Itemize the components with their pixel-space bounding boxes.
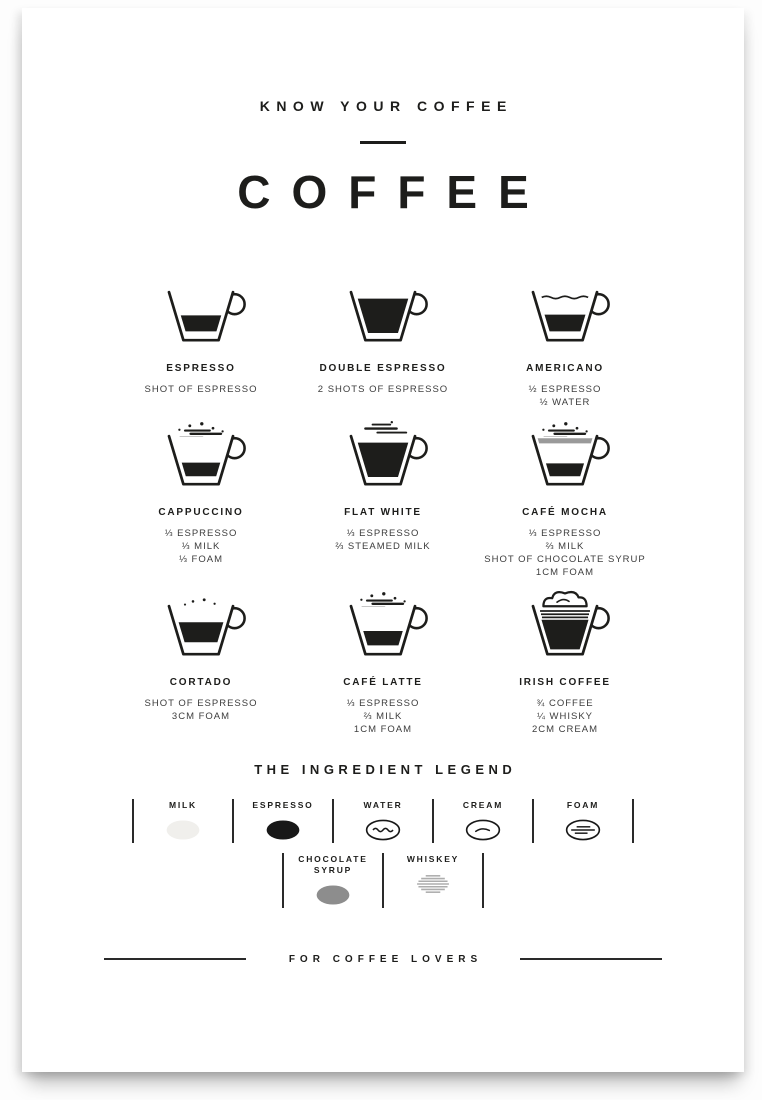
- recipe-line: ¼ WHISKY: [536, 710, 594, 722]
- legend-item-label: CHOCOLATE SYRUP: [298, 853, 368, 875]
- recipe-line: ⅔ MILK: [545, 540, 585, 552]
- recipe-line: 2 SHOTS OF ESPRESSO: [317, 383, 449, 395]
- cream-swatch-icon: [463, 811, 503, 843]
- coffee-item-name: CORTADO: [169, 676, 233, 688]
- recipe-line: 3CM FOAM: [171, 710, 231, 722]
- poster-title: COFFEE: [237, 165, 550, 218]
- flat-white-cup-icon: [335, 417, 431, 494]
- legend-row-secondary: [282, 853, 484, 908]
- legend-item-espresso: [234, 799, 332, 843]
- recipe-line: 1CM FOAM: [353, 723, 413, 735]
- coffee-item-name: AMERICANO: [526, 362, 604, 374]
- coffee-item-espresso: [110, 273, 292, 396]
- coffee-item-recipe: [335, 527, 430, 553]
- coffee-item-americano: [474, 273, 656, 409]
- recipe-line: SHOT OF ESPRESSO: [144, 383, 258, 395]
- legend-item-label: CREAM: [462, 799, 504, 810]
- legend-item-whiskey: [384, 853, 482, 908]
- eyebrow-title: KNOW YOUR COFFEE: [259, 98, 513, 114]
- coffee-item-recipe: [484, 527, 645, 579]
- coffee-item-name: CAPPUCCINO: [158, 506, 244, 518]
- milk-swatch-icon: [163, 811, 203, 843]
- coffee-item-name: FLAT WHITE: [344, 506, 422, 518]
- footer-rule-left: [104, 958, 246, 960]
- recipe-line: 1CM FOAM: [535, 566, 595, 578]
- coffee-item-recipe: [532, 697, 598, 736]
- irish-coffee-cup-icon: [517, 587, 613, 664]
- coffee-item-irish-coffee: [474, 587, 656, 736]
- legend-title: THE INGREDIENT LEGEND: [254, 761, 517, 777]
- foam-swatch-icon: [563, 811, 603, 843]
- coffee-item-cappuccino: [110, 417, 292, 566]
- coffee-item-recipe: [165, 527, 238, 566]
- legend-item-foam: [534, 799, 632, 843]
- legend-item-label: WHISKEY: [406, 853, 460, 864]
- coffee-item-name: CAFÉ MOCHA: [522, 506, 608, 518]
- legend-item-label: FOAM: [566, 799, 600, 810]
- chocolate-syrup-swatch-icon: [313, 876, 353, 908]
- coffee-item-name: ESPRESSO: [166, 362, 236, 374]
- coffee-item-double-espresso: [292, 273, 474, 396]
- whiskey-swatch-icon: [413, 865, 453, 897]
- recipe-line: SHOT OF CHOCOLATE SYRUP: [484, 553, 646, 565]
- legend-item-label: WATER: [363, 799, 403, 810]
- recipe-line: ½ ESPRESSO: [528, 383, 602, 395]
- legend-item-cream: [434, 799, 532, 843]
- cafe-mocha-cup-icon: [517, 417, 613, 494]
- coffee-item-flat-white: [292, 417, 474, 553]
- footer-rule-right: [520, 958, 662, 960]
- legend-item-chocolate-syrup: [284, 853, 382, 908]
- coffee-item-recipe: [145, 383, 258, 396]
- coffee-item-cortado: [110, 587, 292, 723]
- coffee-item-recipe: [145, 697, 258, 723]
- coffee-item-recipe: [347, 697, 420, 736]
- recipe-line: ⅔ MILK: [363, 710, 403, 722]
- legend-item-label: MILK: [169, 799, 197, 810]
- legend-separator: [482, 853, 484, 908]
- legend-separator: [632, 799, 634, 843]
- recipe-line: 2CM CREAM: [531, 723, 598, 735]
- recipe-line: ¾ COFFEE: [536, 697, 594, 709]
- recipe-line: SHOT OF ESPRESSO: [144, 697, 258, 709]
- legend-item-water: [334, 799, 432, 843]
- recipe-line: ⅓ MILK: [181, 540, 221, 552]
- cafe-latte-cup-icon: [335, 587, 431, 664]
- americano-cup-icon: [517, 273, 613, 350]
- coffee-item-cafe-mocha: [474, 417, 656, 579]
- recipe-line: ⅔ STEAMED MILK: [335, 540, 431, 552]
- coffee-item-recipe: [529, 383, 602, 409]
- water-swatch-icon: [363, 811, 403, 843]
- recipe-line: ⅓ ESPRESSO: [346, 697, 420, 709]
- recipe-line: ⅓ ESPRESSO: [164, 527, 238, 539]
- legend-item-milk: [134, 799, 232, 843]
- header-divider: [360, 141, 406, 144]
- footer: [104, 954, 662, 965]
- coffee-item-recipe: [318, 383, 448, 396]
- recipe-line: ⅓ ESPRESSO: [346, 527, 420, 539]
- footer-text: FOR COFFEE LOVERS: [288, 953, 483, 965]
- coffee-item-name: IRISH COFFEE: [519, 676, 611, 688]
- coffee-item-cafe-latte: [292, 587, 474, 736]
- poster-sheet: [22, 8, 744, 1072]
- recipe-line: ½ WATER: [539, 396, 591, 408]
- cappuccino-cup-icon: [153, 417, 249, 494]
- recipe-line: ⅓ FOAM: [178, 553, 223, 565]
- coffee-item-name: CAFÉ LATTE: [343, 676, 423, 688]
- double-espresso-cup-icon: [335, 273, 431, 350]
- coffee-grid: [110, 273, 656, 736]
- espresso-swatch-icon: [263, 811, 303, 843]
- recipe-line: ⅓ ESPRESSO: [528, 527, 602, 539]
- espresso-cup-icon: [153, 273, 249, 350]
- legend-row-primary: [132, 799, 634, 843]
- coffee-item-name: DOUBLE ESPRESSO: [319, 362, 447, 374]
- legend-item-label: ESPRESSO: [252, 799, 314, 810]
- cortado-cup-icon: [153, 587, 249, 664]
